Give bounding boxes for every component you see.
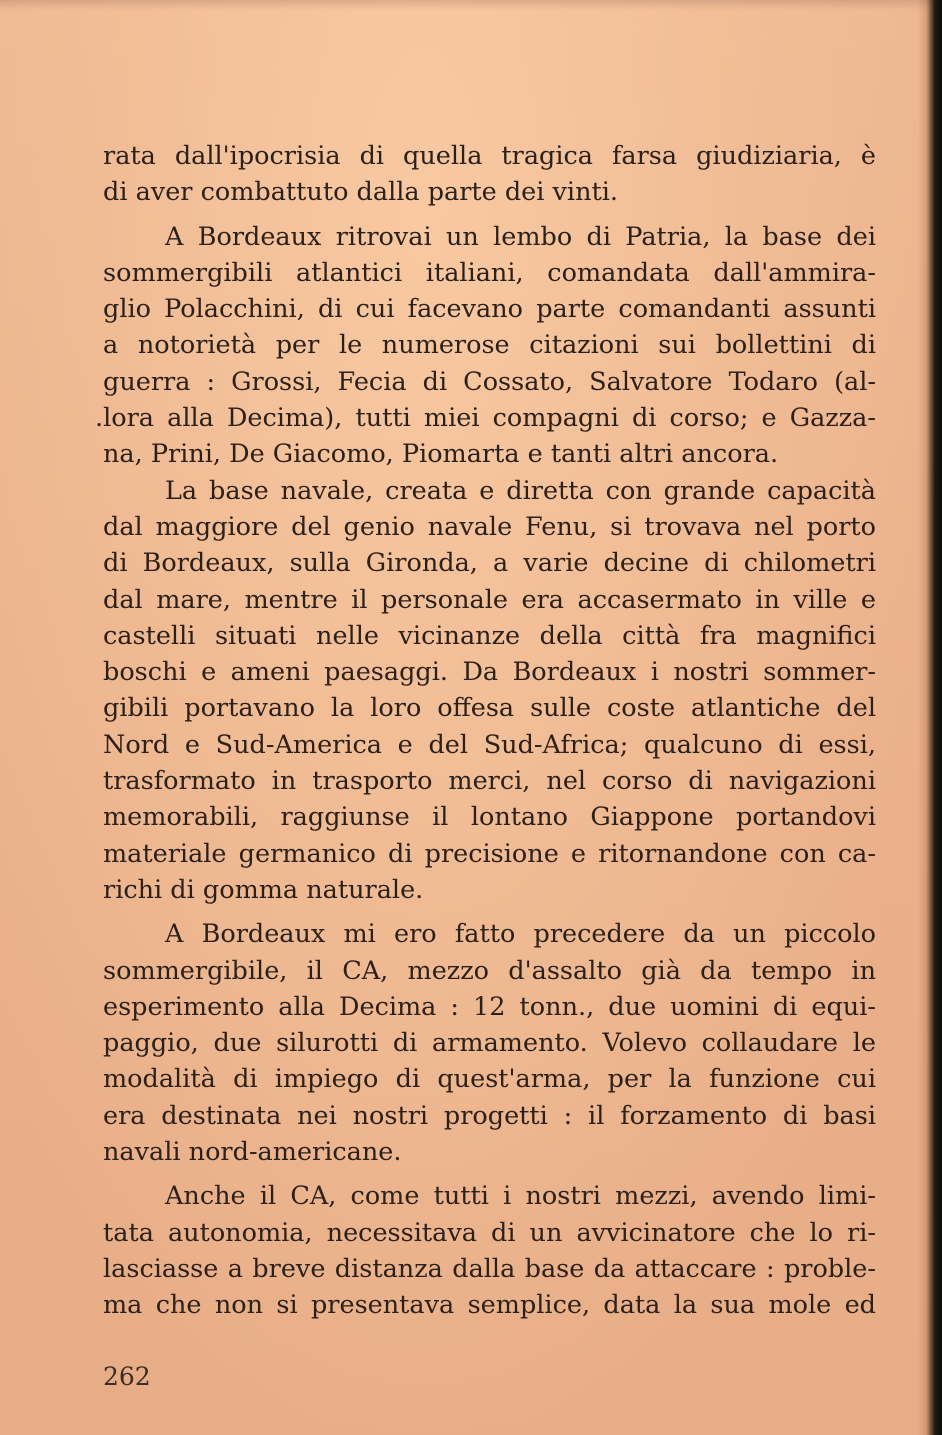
text-line: lasciasse a breve distanza dalla base da attaccare : proble-	[103, 1253, 876, 1284]
paragraph-gap	[103, 908, 876, 916]
page-top-shadow	[0, 0, 942, 10]
text-line: Anche il CA, come tutti i nostri mezzi, avendo limi-	[165, 1181, 876, 1212]
text-line: gibili portavano la loro offesa sulle coste atlantiche del	[103, 693, 876, 724]
text-line: castelli situati nelle vicinanze della città fra magnifici	[103, 620, 876, 651]
text-line: trasformato in trasporto merci, nel corso di navigazioni	[103, 766, 876, 797]
paragraph-gap	[103, 1170, 876, 1178]
body-text	[95, 138, 876, 1324]
text-line: dal mare, mentre il personale era accasermato in ville e	[103, 584, 876, 615]
text-line: guerra : Grossi, Fecia di Cossato, Salvatore Todaro (al-	[103, 366, 876, 397]
text-line: di aver combattuto dalla parte dei vinti.	[103, 177, 619, 208]
text-line: na, Prini, De Giacomo, Piomarta e tanti altri ancora.	[103, 439, 779, 470]
text-line: a notorietà per le numerose citazioni sui bollettini di	[103, 330, 876, 361]
text-line: di Bordeaux, sulla Gironda, a varie decine di chilometri	[103, 548, 876, 579]
text-line: A Bordeaux mi ero fatto precedere da un piccolo	[165, 919, 876, 950]
text-line: glio Polacchini, di cui facevano parte comandanti assunti	[103, 294, 876, 325]
text-line: .lora alla Decima), tutti miei compagni di corso; e Gazza-	[95, 403, 876, 434]
page-number: 262	[103, 1362, 151, 1391]
text-line: rata dall'ipocrisia di quella tragica farsa giudiziaria, è	[103, 141, 876, 171]
text-line: A Bordeaux ritrovai un lembo di Patria, la base dei	[165, 221, 876, 252]
text-line: boschi e ameni paesaggi. Da Bordeaux i nostri sommer-	[103, 657, 876, 688]
text-line: navali nord-americane.	[103, 1137, 402, 1168]
text-line: tata autonomia, necessitava di un avvicinatore che lo ri-	[103, 1217, 876, 1248]
text-line: Nord e Sud-America e del Sud-Africa; qualcuno di essi,	[103, 729, 876, 760]
text-line: ma che non si presentava semplice, data la sua mole ed	[103, 1290, 876, 1321]
text-line: sommergibile, il CA, mezzo d'assalto già da tempo in	[103, 955, 876, 986]
text-line: memorabili, raggiunse il lontano Giappone portandovi	[103, 802, 876, 833]
paragraph-gap	[103, 211, 876, 219]
text-line: esperimento alla Decima : 12 tonn., due uomini di equi-	[103, 991, 876, 1022]
text-line: sommergibili atlantici italiani, comandata dall'ammira-	[103, 257, 876, 288]
text-line: dal maggiore del genio navale Fenu, si trovava nel porto	[103, 511, 876, 542]
text-line: era destinata nei nostri progetti : il forzamento di basi	[103, 1100, 876, 1131]
text-line: materiale germanico di precisione e ritornandone con ca-	[103, 838, 876, 869]
text-line: La base navale, creata e diretta con grande capacità	[165, 475, 876, 506]
text-line: paggio, due silurotti di armamento. Volevo collaudare le	[103, 1028, 876, 1059]
text-line: richi di gomma naturale.	[103, 874, 424, 905]
book-edge	[918, 0, 942, 1435]
text-line: modalità di impiego di quest'arma, per la funzione cui	[103, 1064, 876, 1095]
